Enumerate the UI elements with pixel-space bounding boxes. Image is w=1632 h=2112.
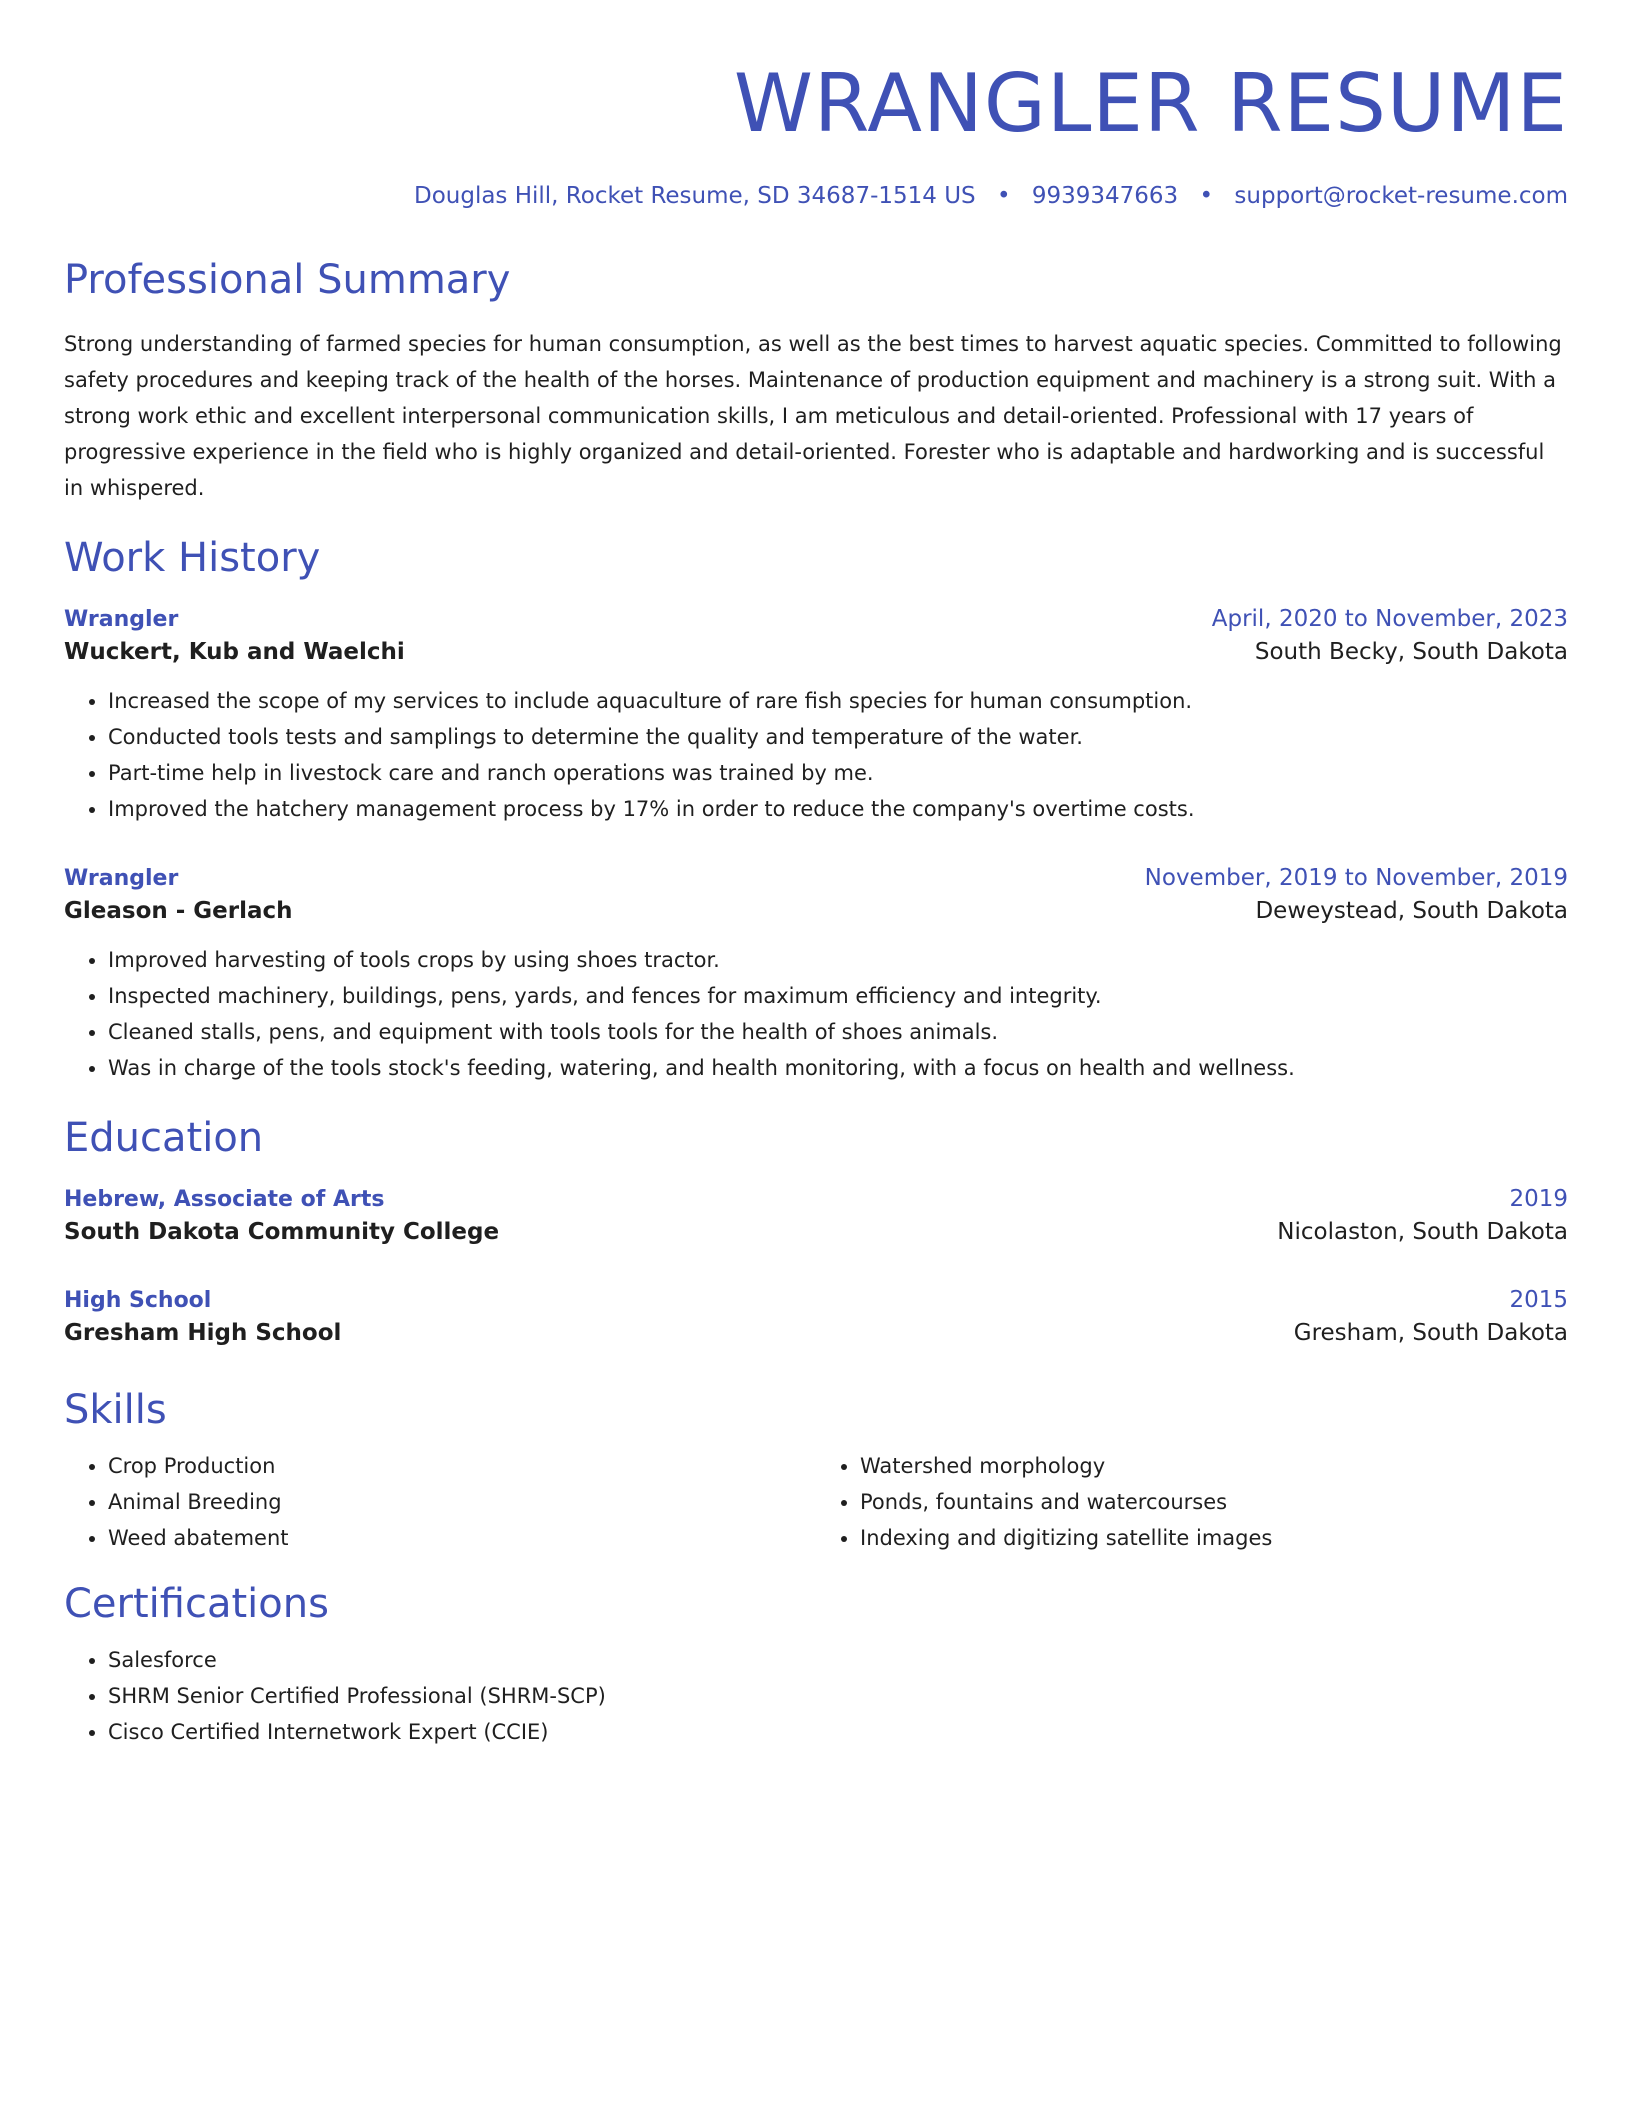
contact-phone: 9939347663 — [1031, 183, 1179, 209]
job-bullets — [64, 683, 1568, 827]
summary-section — [64, 256, 1568, 506]
list-item: • Cisco Certified Internetwork Expert (CCIE) — [108, 1714, 1568, 1750]
list-item: • Improved the hatchery management process by 17% in order to reduce the company's overtime costs. — [108, 791, 1568, 827]
education-school: Gresham High School — [64, 1320, 342, 1346]
list-item: • Ponds, fountains and watercourses — [860, 1484, 1568, 1520]
section-title-skills: Skills — [64, 1387, 167, 1433]
contact-email: support@rocket-resume.com — [1234, 183, 1568, 209]
job-employer: Wuckert, Kub and Waelchi — [64, 639, 405, 665]
list-item: • Cleaned stalls, pens, and equipment with tools tools for the health of shoes animals. — [108, 1014, 1568, 1050]
education-school: South Dakota Community College — [64, 1219, 500, 1245]
list-item: • Indexing and digitizing satellite images — [860, 1520, 1568, 1556]
section-title-summary: Professional Summary — [64, 257, 511, 303]
contact-separator: • — [1199, 183, 1214, 209]
job-location: South Becky, South Dakota — [1254, 639, 1568, 665]
education-school-row — [64, 1215, 1568, 1249]
resume-page — [64, 0, 1568, 1750]
section-title-certifications: Certifications — [64, 1581, 329, 1627]
resume-header — [64, 0, 1568, 212]
job-entry — [64, 604, 1568, 827]
skills-list-right — [816, 1448, 1568, 1556]
resume-title: WRANGLER RESUME — [733, 57, 1568, 150]
education-section — [64, 1114, 1568, 1350]
certifications-section — [64, 1580, 1568, 1750]
job-location: Deweystead, South Dakota — [1255, 898, 1568, 924]
job-dates: November, 2019 to November, 2019 — [1144, 865, 1568, 891]
education-location: Nicolaston, South Dakota — [1277, 1219, 1568, 1245]
education-year: 2015 — [1509, 1287, 1568, 1313]
job-header-row — [64, 863, 1568, 894]
education-entry — [64, 1184, 1568, 1249]
list-item: • SHRM Senior Certified Professional (SHRM-SCP) — [108, 1678, 1568, 1714]
list-item: • Was in charge of the tools stock's feeding, watering, and health monitoring, with a focus on health and wellness. — [108, 1050, 1568, 1086]
job-employer-row — [64, 894, 1568, 928]
list-item: • Increased the scope of my services to include aquaculture of rare fish species for human consumption. — [108, 683, 1568, 719]
skills-section — [64, 1386, 1568, 1556]
list-item: • Weed abatement — [108, 1520, 816, 1556]
list-item: • Watershed morphology — [860, 1448, 1568, 1484]
work-history-section — [64, 534, 1568, 1086]
education-entry — [64, 1285, 1568, 1350]
certifications-list — [64, 1642, 1568, 1750]
job-employer: Gleason - Gerlach — [64, 898, 293, 924]
job-employer-row — [64, 635, 1568, 669]
section-title-work-history: Work History — [64, 535, 321, 581]
education-year: 2019 — [1509, 1186, 1568, 1212]
list-item: • Part-time help in livestock care and ranch operations was trained by me. — [108, 755, 1568, 791]
contact-address: Douglas Hill, Rocket Resume, SD 34687-1514 US — [413, 183, 976, 209]
education-degree: High School — [64, 1288, 212, 1313]
list-item: • Conducted tools tests and samplings to determine the quality and temperature of the water. — [108, 719, 1568, 755]
list-item: • Improved harvesting of tools crops by using shoes tractor. — [108, 942, 1568, 978]
education-header-row — [64, 1285, 1568, 1316]
list-item: • Crop Production — [108, 1448, 816, 1484]
job-entry — [64, 863, 1568, 1086]
contact-separator: • — [996, 183, 1011, 209]
list-item: • Animal Breeding — [108, 1484, 816, 1520]
education-degree: Hebrew, Associate of Arts — [64, 1187, 385, 1212]
list-item: • Salesforce — [108, 1642, 1568, 1678]
section-title-education: Education — [64, 1115, 264, 1161]
job-bullets — [64, 942, 1568, 1086]
education-header-row — [64, 1184, 1568, 1215]
job-header-row — [64, 604, 1568, 635]
skills-list-left — [64, 1448, 816, 1556]
job-role: Wrangler — [64, 607, 179, 632]
skills-columns — [64, 1448, 1568, 1556]
education-location: Gresham, South Dakota — [1293, 1320, 1568, 1346]
job-dates: April, 2020 to November, 2023 — [1211, 606, 1568, 632]
contact-line — [64, 180, 1568, 212]
job-role: Wrangler — [64, 866, 179, 891]
summary-text: Strong understanding of farmed species for human consumption, as well as the best times to harvest aquatic species. Committed to following safety procedures and keeping track of the health of the horses. Maintenance of production equipment and machinery is a strong suit. With a strong work ethic and excellent interpersonal communication skills, I am meticulous and detail-oriented. Professional with 17 years of progressive experience in the field who is highly organized and detail-oriented. Forester who is adaptable and hardworking and is successful in whispered. — [64, 332, 1562, 500]
list-item: • Inspected machinery, buildings, pens, yards, and fences for maximum efficiency and integrity. — [108, 978, 1568, 1014]
education-school-row — [64, 1316, 1568, 1350]
